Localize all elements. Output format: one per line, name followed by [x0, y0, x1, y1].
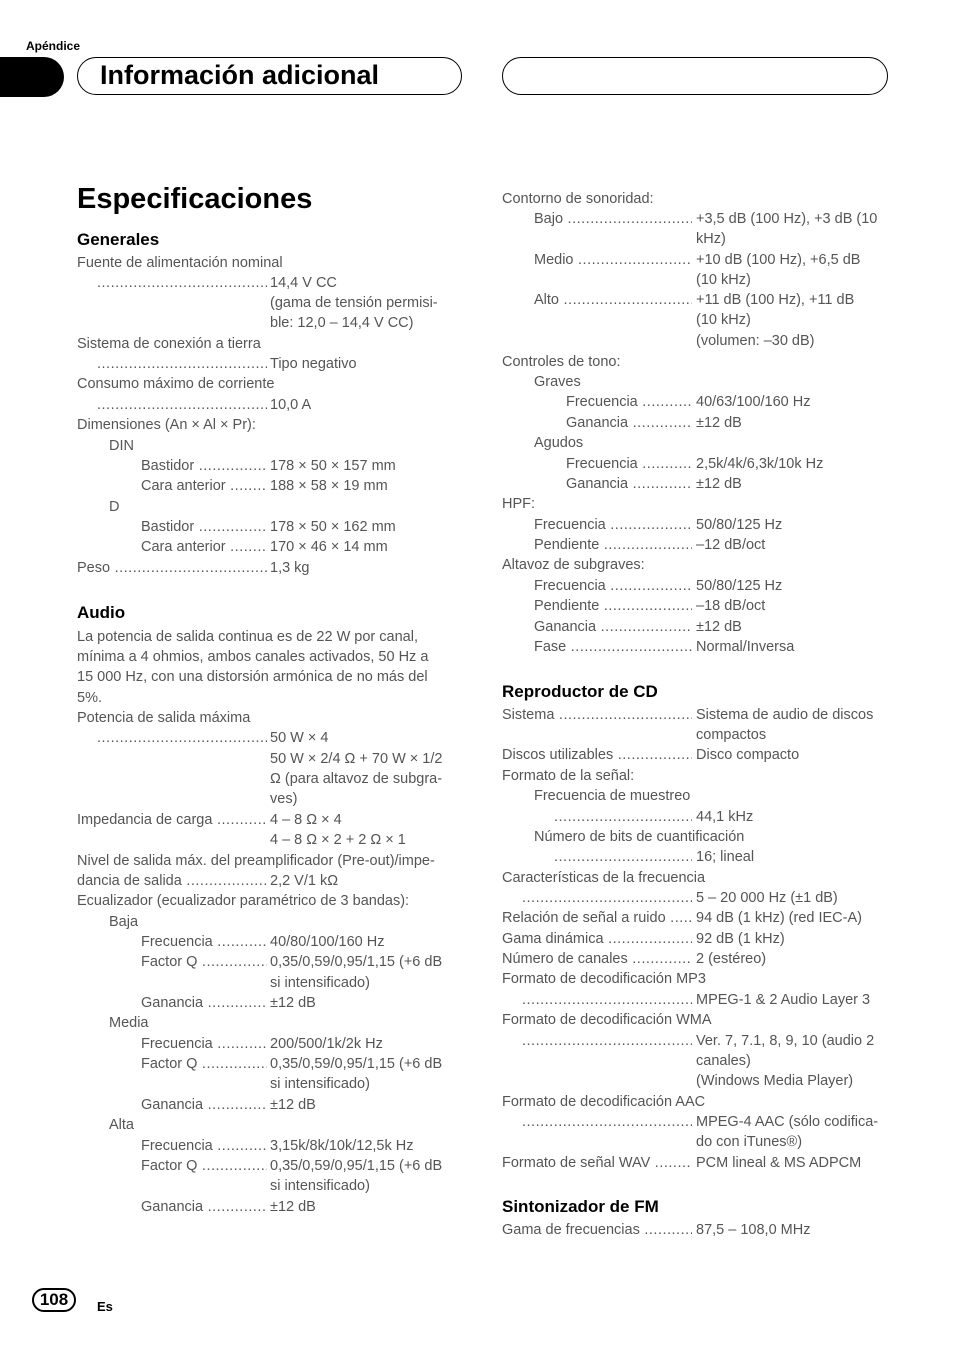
spec-row	[77, 1095, 462, 1115]
spec-value: ±12 dB	[696, 619, 742, 635]
leader-dots	[522, 888, 692, 908]
spec-key: Medio	[534, 252, 574, 268]
leader-dots	[522, 1112, 692, 1132]
spec-sublabel: Agudos	[534, 435, 584, 451]
spec-row	[502, 949, 888, 969]
spec-key: Pendiente	[534, 598, 600, 614]
spec-value: 178 × 50 × 157 mm	[270, 458, 396, 474]
spec-key: Gama de frecuencias	[502, 1222, 640, 1238]
spec-value: –12 dB/oct	[696, 537, 766, 553]
spec-value-note: do con iTunes®)	[696, 1134, 803, 1150]
spec-row	[77, 273, 462, 293]
spec-value: 44,1 kHz	[696, 809, 754, 825]
spec-value: 3,15k/8k/10k/12,5k Hz	[270, 1138, 414, 1154]
spec-row	[77, 728, 462, 748]
spec-label: Ecualizador (ecualizador paramétrico de 3 bandas):	[77, 893, 410, 909]
spec-value: Ver. 7, 7.1, 8, 9, 10 (audio 2	[696, 1033, 875, 1049]
leader-dots	[97, 354, 267, 374]
spec-value: 92 dB (1 kHz)	[696, 931, 785, 947]
spec-row	[502, 454, 888, 474]
spec-value: 200/500/1k/2k Hz	[270, 1036, 383, 1052]
paragraph-line: mínima a 4 ohmios, ambos canales activados, 50 Hz a	[77, 649, 429, 665]
spec-key: Factor Q	[141, 954, 198, 970]
language-code: Es	[97, 1299, 113, 1314]
spec-label: Controles de tono:	[502, 354, 621, 370]
section-heading-cd: Reproductor de CD	[502, 682, 658, 701]
spec-value: 4 – 8 Ω × 4	[270, 812, 342, 828]
spec-key: Frecuencia	[566, 456, 638, 472]
spec-sublabel: Media	[109, 1015, 149, 1031]
spec-value: 10,0 A	[270, 397, 312, 413]
spec-value-note: kHz)	[696, 231, 726, 247]
spec-value: ±12 dB	[270, 1097, 316, 1113]
spec-row	[502, 847, 888, 867]
spec-value-note: (10 kHz)	[696, 312, 751, 328]
spec-value-note: Ω (para altavoz de subgra-	[270, 771, 443, 787]
spec-value: 188 × 58 × 19 mm	[270, 478, 388, 494]
spec-row	[502, 535, 888, 555]
spec-value: Sistema de audio de discos	[696, 707, 874, 723]
spec-label: Sistema de conexión a tierra	[77, 336, 261, 352]
spec-row	[77, 558, 462, 578]
paragraph-line: 5%.	[77, 690, 102, 706]
spec-row	[77, 810, 462, 830]
spec-key: Formato de señal WAV	[502, 1155, 651, 1171]
spec-key: Fase	[534, 639, 567, 655]
spec-value: MPEG-1 & 2 Audio Layer 3	[696, 992, 871, 1008]
spec-row	[502, 705, 888, 725]
leader-dots	[522, 1031, 692, 1051]
spec-key: Ganancia	[566, 415, 629, 431]
spec-value-note: ves)	[270, 791, 298, 807]
spec-label: Formato de decodificación AAC	[502, 1094, 706, 1110]
header-title: Información adicional	[100, 60, 380, 90]
spec-row	[77, 395, 462, 415]
spec-sublabel: Baja	[109, 914, 139, 930]
spec-value: +10 dB (100 Hz), +6,5 dB	[696, 252, 861, 268]
spec-row	[502, 929, 888, 949]
spec-key: Ganancia	[566, 476, 629, 492]
header-empty-frame	[502, 57, 888, 95]
spec-value: 5 – 20 000 Hz (±1 dB)	[696, 890, 838, 906]
spec-key: Bastidor	[141, 519, 195, 535]
spec-row	[502, 392, 888, 412]
spec-row	[502, 290, 888, 310]
spec-value: 178 × 50 × 162 mm	[270, 519, 396, 535]
spec-key: Factor Q	[141, 1056, 198, 1072]
spec-sublabel: Número de bits de cuantificación	[534, 829, 745, 845]
spec-row	[77, 1034, 462, 1054]
spec-value: ±12 dB	[270, 1199, 316, 1215]
spec-key: Frecuencia	[141, 1036, 213, 1052]
section-heading-audio: Audio	[77, 603, 126, 622]
spec-value-note: ble: 12,0 – 14,4 V CC)	[270, 315, 414, 331]
spec-row	[502, 250, 888, 270]
spec-label: Características de la frecuencia	[502, 870, 706, 886]
spec-row	[502, 1153, 888, 1173]
spec-label: Fuente de alimentación nominal	[77, 255, 283, 271]
spec-key: Número de canales	[502, 951, 628, 967]
spec-row	[502, 1220, 888, 1240]
leader-dots	[97, 728, 267, 748]
spec-value-note: (volumen: –30 dB)	[696, 333, 815, 349]
spec-row	[77, 993, 462, 1013]
paragraph-line: La potencia de salida continua es de 22 W por canal,	[77, 629, 418, 645]
spec-key: Frecuencia	[566, 394, 638, 410]
leader-dots	[522, 990, 692, 1010]
spec-row	[502, 908, 888, 928]
spec-row	[502, 990, 888, 1010]
spec-value: 0,35/0,59/0,95/1,15 (+6 dB	[270, 1056, 443, 1072]
spec-row	[502, 474, 888, 494]
spec-sublabel: Frecuencia de muestreo	[534, 788, 691, 804]
spec-row	[502, 1031, 888, 1051]
spec-key: Bastidor	[141, 458, 195, 474]
spec-value: 50/80/125 Hz	[696, 578, 783, 594]
spec-sublabel: D	[109, 499, 120, 515]
spec-sublabel: Alta	[109, 1117, 134, 1133]
spec-label: Contorno de sonoridad:	[502, 191, 654, 207]
spec-key: Frecuencia	[534, 517, 606, 533]
spec-value: 2,5k/4k/6,3k/10k Hz	[696, 456, 824, 472]
spec-key: Frecuencia	[141, 1138, 213, 1154]
leader-dots	[97, 273, 267, 293]
leader-dots	[554, 847, 692, 867]
spec-key: Relación de señal a ruido	[502, 910, 666, 926]
spec-label: Altavoz de subgraves:	[502, 557, 645, 573]
spec-label: Dimensiones (An × Al × Pr):	[77, 417, 256, 433]
spec-row	[502, 209, 888, 229]
spec-row	[502, 745, 888, 765]
spec-key: Cara anterior	[141, 539, 226, 555]
spec-value: +11 dB (100 Hz), +11 dB	[696, 292, 855, 308]
spec-value: ±12 dB	[696, 476, 742, 492]
spec-key: Alto	[534, 292, 559, 308]
spec-label: HPF:	[502, 496, 536, 512]
spec-value: 14,4 V CC	[270, 275, 337, 291]
spec-value: 87,5 – 108,0 MHz	[696, 1222, 811, 1238]
spec-row	[77, 476, 462, 496]
spec-key: Factor Q	[141, 1158, 198, 1174]
spec-label: Formato de decodificación MP3	[502, 971, 706, 987]
spec-row	[502, 617, 888, 637]
section-tab-marker	[0, 57, 64, 97]
spec-row	[502, 515, 888, 535]
spec-row	[77, 537, 462, 557]
spec-value: +3,5 dB (100 Hz), +3 dB (10	[696, 211, 878, 227]
paragraph-line: 15 000 Hz, con una distorsión armónica de no más del	[77, 669, 428, 685]
spec-row	[77, 952, 462, 972]
spec-value-note: (Windows Media Player)	[696, 1073, 854, 1089]
spec-value: ±12 dB	[270, 995, 316, 1011]
spec-value: 50/80/125 Hz	[696, 517, 783, 533]
spec-row	[502, 576, 888, 596]
spec-key: Gama dinámica	[502, 931, 604, 947]
spec-row	[502, 807, 888, 827]
spec-value: 0,35/0,59/0,95/1,15 (+6 dB	[270, 954, 443, 970]
spec-row	[77, 1054, 462, 1074]
spec-value-note: si intensificado)	[270, 1178, 370, 1194]
spec-value: 40/63/100/160 Hz	[696, 394, 811, 410]
spec-value-note: compactos	[696, 727, 767, 743]
section-heading-generales: Generales	[77, 230, 160, 249]
spec-value-note: canales)	[696, 1053, 751, 1069]
spec-value-note: si intensificado)	[270, 975, 370, 991]
spec-key: Ganancia	[534, 619, 597, 635]
section-label: Apéndice	[26, 39, 81, 53]
spec-value: 170 × 46 × 14 mm	[270, 539, 388, 555]
spec-row	[77, 1136, 462, 1156]
spec-row	[502, 413, 888, 433]
spec-key: Ganancia	[141, 1199, 204, 1215]
spec-value: 40/80/100/160 Hz	[270, 934, 385, 950]
spec-key: Frecuencia	[141, 934, 213, 950]
spec-value-note: si intensificado)	[270, 1076, 370, 1092]
spec-row	[502, 596, 888, 616]
spec-value-note: (gama de tensión permisi-	[270, 295, 438, 311]
page-number: 108	[32, 1288, 76, 1312]
spec-key: Pendiente	[534, 537, 600, 553]
spec-row	[77, 1156, 462, 1176]
spec-value: 2 (estéreo)	[696, 951, 767, 967]
spec-key: Impedancia de carga	[77, 812, 213, 828]
leader-dots	[97, 395, 267, 415]
spec-row	[502, 637, 888, 657]
spec-row	[502, 888, 888, 908]
spec-value: 2,2 V/1 kΩ	[270, 873, 339, 889]
spec-key: Peso	[77, 560, 111, 576]
spec-label: Potencia de salida máxima	[77, 710, 251, 726]
spec-value: Disco compacto	[696, 747, 800, 763]
spec-value: PCM lineal & MS ADPCM	[696, 1155, 862, 1171]
spec-row	[77, 932, 462, 952]
spec-key: Ganancia	[141, 995, 204, 1011]
spec-row	[77, 517, 462, 537]
spec-label: Formato de decodificación WMA	[502, 1012, 712, 1028]
spec-sublabel: Graves	[534, 374, 581, 390]
spec-key: Frecuencia	[534, 578, 606, 594]
leader-dots	[554, 807, 692, 827]
spec-row	[77, 456, 462, 476]
spec-key: Bajo	[534, 211, 564, 227]
spec-row	[502, 1112, 888, 1132]
spec-value: Normal/Inversa	[696, 639, 795, 655]
spec-row	[77, 871, 462, 891]
spec-key: Sistema	[502, 707, 555, 723]
spec-value: 16; lineal	[696, 849, 755, 865]
spec-value: 94 dB (1 kHz) (red IEC-A)	[696, 910, 862, 926]
spec-value-note: (10 kHz)	[696, 272, 751, 288]
spec-row	[77, 1197, 462, 1217]
page-title: Especificaciones	[77, 183, 313, 215]
spec-value: 0,35/0,59/0,95/1,15 (+6 dB	[270, 1158, 443, 1174]
spec-label: Nivel de salida máx. del preamplificador (Pre-out)/impe-	[77, 853, 435, 869]
spec-key: Cara anterior	[141, 478, 226, 494]
spec-value-note: 50 W × 2/4 Ω + 70 W × 1/2	[270, 751, 443, 767]
spec-value-note: 4 – 8 Ω × 2 + 2 Ω × 1	[270, 832, 406, 848]
spec-key: dancia de salida	[77, 873, 182, 889]
spec-value: –18 dB/oct	[696, 598, 766, 614]
spec-sublabel: DIN	[109, 438, 134, 454]
spec-key: Discos utilizables	[502, 747, 614, 763]
spec-key: Ganancia	[141, 1097, 204, 1113]
spec-label: Formato de la señal:	[502, 768, 635, 784]
spec-value: 50 W × 4	[270, 730, 329, 746]
spec-value: 1,3 kg	[270, 560, 310, 576]
spec-label: Consumo máximo de corriente	[77, 376, 275, 392]
section-heading-fm: Sintonizador de FM	[502, 1197, 659, 1216]
spec-row	[77, 354, 462, 374]
spec-value: MPEG-4 AAC (sólo codifica-	[696, 1114, 879, 1130]
spec-value: Tipo negativo	[270, 356, 357, 372]
spec-value: ±12 dB	[696, 415, 742, 431]
